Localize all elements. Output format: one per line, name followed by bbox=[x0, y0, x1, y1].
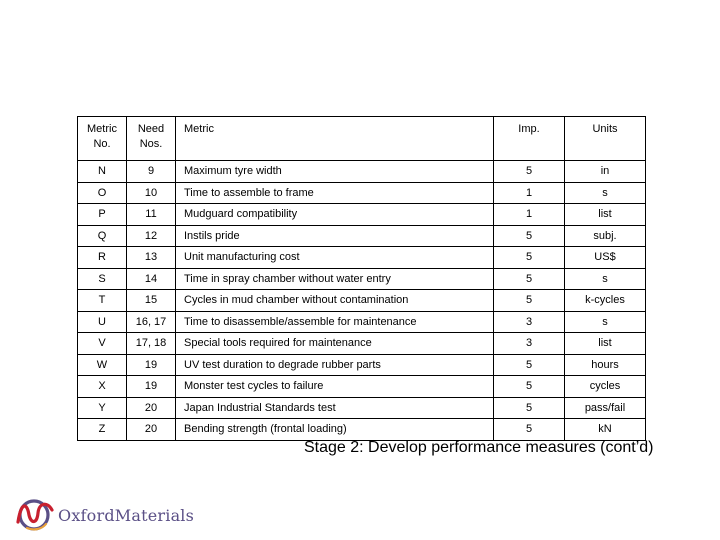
cell-metric-no: Q bbox=[78, 225, 127, 247]
cell-imp: 3 bbox=[494, 333, 565, 355]
cell-need-nos: 16, 17 bbox=[127, 311, 176, 333]
cell-metric: Maximum tyre width bbox=[176, 161, 494, 183]
table-row bbox=[78, 247, 646, 269]
cell-units: kN bbox=[565, 419, 646, 441]
cell-imp: 5 bbox=[494, 247, 565, 269]
header-units: Units bbox=[565, 117, 646, 161]
cell-need-nos: 15 bbox=[127, 290, 176, 312]
cell-metric-no: U bbox=[78, 311, 127, 333]
table-row bbox=[78, 397, 646, 419]
table-body bbox=[78, 161, 646, 441]
cell-need-nos: 9 bbox=[127, 161, 176, 183]
cell-metric: Bending strength (frontal loading) bbox=[176, 419, 494, 441]
cell-metric-no: P bbox=[78, 204, 127, 226]
slide-caption: Stage 2: Develop performance measures (cont’d) bbox=[304, 439, 654, 456]
cell-imp: 5 bbox=[494, 397, 565, 419]
cell-units: list bbox=[565, 333, 646, 355]
cell-need-nos: 14 bbox=[127, 268, 176, 290]
cell-metric: UV test duration to degrade rubber parts bbox=[176, 354, 494, 376]
cell-imp: 5 bbox=[494, 161, 565, 183]
table-row bbox=[78, 204, 646, 226]
cell-imp: 5 bbox=[494, 268, 565, 290]
cell-units: s bbox=[565, 311, 646, 333]
header-metric-no: Metric No. bbox=[78, 117, 127, 161]
table-row bbox=[78, 161, 646, 183]
cell-need-nos: 11 bbox=[127, 204, 176, 226]
cell-imp: 1 bbox=[494, 182, 565, 204]
cell-units: subj. bbox=[565, 225, 646, 247]
table-row bbox=[78, 419, 646, 441]
cell-metric-no: N bbox=[78, 161, 127, 183]
cell-units: hours bbox=[565, 354, 646, 376]
cell-metric-no: V bbox=[78, 333, 127, 355]
cell-units: k-cycles bbox=[565, 290, 646, 312]
cell-imp: 5 bbox=[494, 354, 565, 376]
metrics-table bbox=[77, 116, 646, 441]
oxford-materials-logo bbox=[12, 498, 194, 532]
cell-metric-no: Z bbox=[78, 419, 127, 441]
header-imp: Imp. bbox=[494, 117, 565, 161]
cell-metric: Special tools required for maintenance bbox=[176, 333, 494, 355]
table-row bbox=[78, 290, 646, 312]
cell-metric: Mudguard compatibility bbox=[176, 204, 494, 226]
cell-metric-no: T bbox=[78, 290, 127, 312]
cell-metric: Time in spray chamber without water entry bbox=[176, 268, 494, 290]
cell-units: US$ bbox=[565, 247, 646, 269]
cell-imp: 5 bbox=[494, 225, 565, 247]
table-header-row bbox=[78, 117, 646, 161]
cell-imp: 5 bbox=[494, 376, 565, 398]
cell-units: s bbox=[565, 268, 646, 290]
cell-need-nos: 12 bbox=[127, 225, 176, 247]
cell-metric: Time to disassemble/assemble for maintenance bbox=[176, 311, 494, 333]
cell-imp: 5 bbox=[494, 419, 565, 441]
cell-metric-no: X bbox=[78, 376, 127, 398]
header-metric: Metric bbox=[176, 117, 494, 161]
table-row bbox=[78, 268, 646, 290]
logo-text: OxfordMaterials bbox=[58, 505, 195, 525]
cell-metric-no: S bbox=[78, 268, 127, 290]
cell-metric: Unit manufacturing cost bbox=[176, 247, 494, 269]
cell-units: pass/fail bbox=[565, 397, 646, 419]
cell-units: list bbox=[565, 204, 646, 226]
cell-need-nos: 20 bbox=[127, 419, 176, 441]
table-row bbox=[78, 182, 646, 204]
cell-imp: 3 bbox=[494, 311, 565, 333]
cell-units: cycles bbox=[565, 376, 646, 398]
cell-need-nos: 19 bbox=[127, 354, 176, 376]
cell-metric-no: O bbox=[78, 182, 127, 204]
table-row bbox=[78, 225, 646, 247]
cell-need-nos: 10 bbox=[127, 182, 176, 204]
table-row bbox=[78, 354, 646, 376]
table-row bbox=[78, 376, 646, 398]
cell-metric: Cycles in mud chamber without contamination bbox=[176, 290, 494, 312]
cell-metric-no: R bbox=[78, 247, 127, 269]
cell-units: s bbox=[565, 182, 646, 204]
oxford-materials-logo-icon bbox=[12, 498, 56, 532]
cell-imp: 1 bbox=[494, 204, 565, 226]
table-row bbox=[78, 311, 646, 333]
header-need-nos: Need Nos. bbox=[127, 117, 176, 161]
cell-metric-no: Y bbox=[78, 397, 127, 419]
cell-metric-no: W bbox=[78, 354, 127, 376]
cell-need-nos: 13 bbox=[127, 247, 176, 269]
cell-metric: Instils pride bbox=[176, 225, 494, 247]
cell-units: in bbox=[565, 161, 646, 183]
table-row bbox=[78, 333, 646, 355]
cell-metric: Monster test cycles to failure bbox=[176, 376, 494, 398]
cell-need-nos: 20 bbox=[127, 397, 176, 419]
cell-metric: Japan Industrial Standards test bbox=[176, 397, 494, 419]
cell-metric: Time to assemble to frame bbox=[176, 182, 494, 204]
cell-imp: 5 bbox=[494, 290, 565, 312]
cell-need-nos: 17, 18 bbox=[127, 333, 176, 355]
cell-need-nos: 19 bbox=[127, 376, 176, 398]
